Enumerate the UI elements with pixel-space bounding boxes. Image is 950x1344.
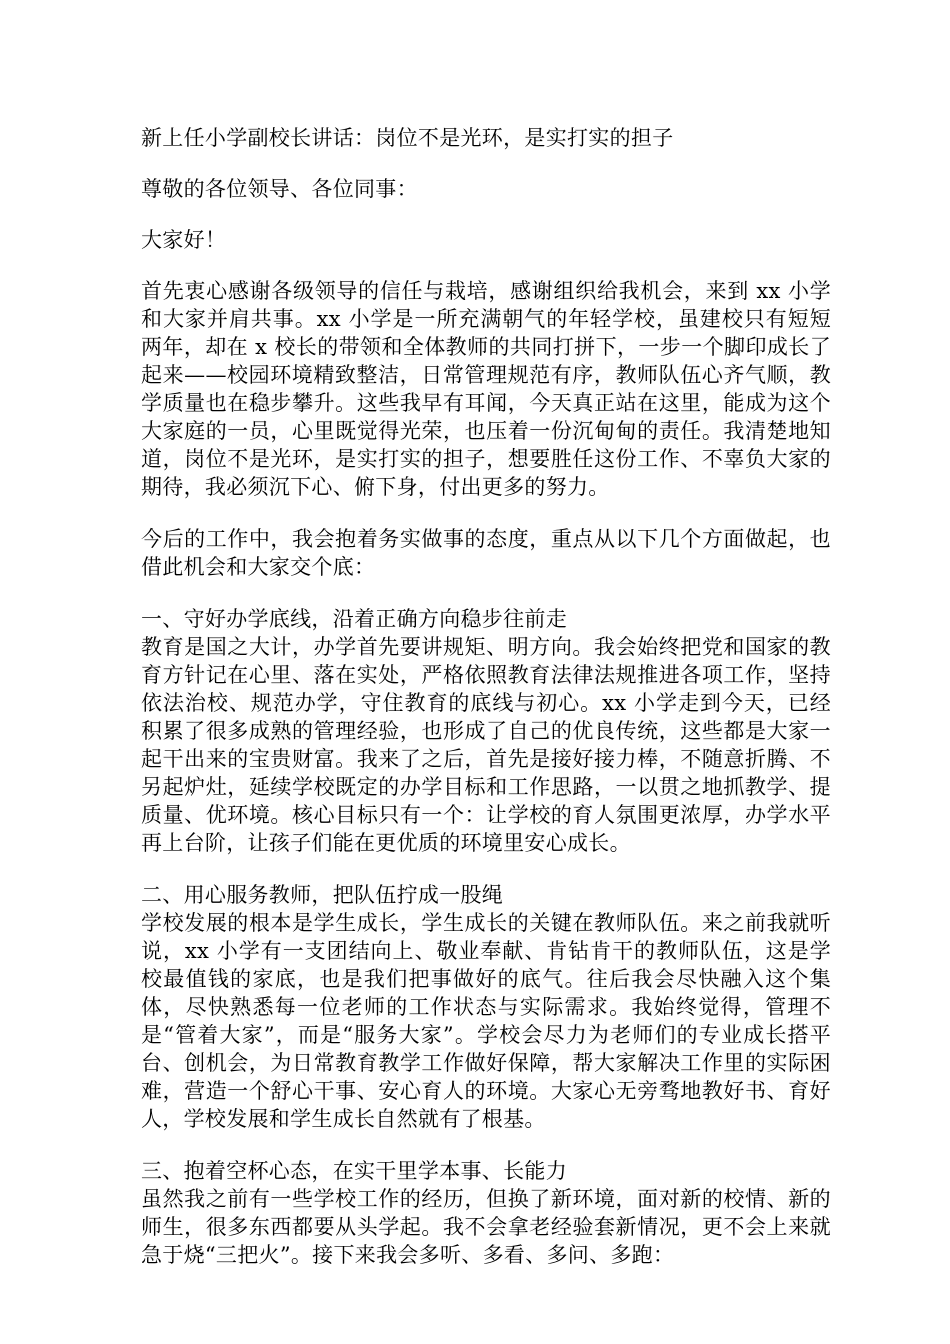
section-heading: 二、用心服务教师，把队伍拧成一股绳 [141,883,504,907]
section-heading: 三、抱着空杯心态，在实干里学本事、长能力 [141,1159,567,1183]
section-body: 教育是国之大计，办学首先要讲规矩、明方向。我会始终把党和国家的教育方针记在心里、落在实处，严格依照教育法律法规推进各项工作，坚持依法治校、规范办学，守住教育的底线与初心。xx 小学走到今天，已经积累了很多成熟的管理经验，也形成了自己的优良传统，这些都是大家一起干出来的宝贵财富。我来了之后，首先是接好接力棒，不随意折腾、不另起炉灶，延续学校既定的办学目标和工作思路，一以贯之地抓教学、提质量、优环境。核心目标只有一个：让学校的育人氛围更浓厚，办学水平再上台阶，让孩子们能在更优质的环境里安心成长。 [141,635,831,855]
salutation: 尊敬的各位领导、各位同事： [141,177,418,201]
document-page [141,124,831,1293]
section-heading: 一、守好办学底线，沿着正确方向稳步往前走 [141,607,567,631]
section-body: 虽然我之前有一些学校工作的经历，但换了新环境，面对新的校情、新的师生，很多东西都要从头学起。我不会拿老经验套新情况，更不会上来就急于烧“三把火”。接下来我会多听、多看、多问、多跑： [141,1187,831,1267]
transition-paragraph: 今后的工作中，我会抱着务实做事的态度，重点从以下几个方面做起，也借此机会和大家交个底： [141,527,831,579]
section-2 [141,881,831,1133]
intro-paragraph: 首先衷心感谢各级领导的信任与栽培，感谢组织给我机会，来到 xx 小学和大家并肩共事。xx 小学是一所充满朝气的年轻学校，虽建校只有短短两年，却在 x 校长的带领和全体教师的共同打拼下，一步一个脚印成长了起来——校园环境精致整洁，日常管理规范有序，教师队伍心齐气顺，教学质量也在稳步攀升。这些我早有耳闻，今天真正站在这里，能成为这个大家庭的一员，心里既觉得光荣，也压着一份沉甸甸的责任。我清楚地知道，岗位不是光环，是实打实的担子，想要胜任这份工作、不辜负大家的期待，我必须沉下心、俯下身，付出更多的努力。 [141,279,831,499]
section-3 [141,1157,831,1269]
section-body: 学校发展的根本是学生成长，学生成长的关键在教师队伍。来之前我就听说，xx 小学有一支团结向上、敬业奉献、肯钻肯干的教师队伍，这是学校最值钱的家底，也是我们把事做好的底气。往后我会尽快融入这个集体，尽快熟悉每一位老师的工作状态与实际需求。我始终觉得，管理不是“管着大家”，而是“服务大家”。学校会尽力为老师们的专业成长搭平台、创机会，为日常教育教学工作做好保障，帮大家解决工作里的实际困难，营造一个舒心干事、安心育人的环境。大家心无旁骛地教好书、育好人，学校发展和学生成长自然就有了根基。 [141,911,831,1131]
greeting: 大家好！ [141,228,227,252]
section-1 [141,605,831,857]
document-title: 新上任小学副校长讲话：岗位不是光环，是实打实的担子 [141,126,674,150]
